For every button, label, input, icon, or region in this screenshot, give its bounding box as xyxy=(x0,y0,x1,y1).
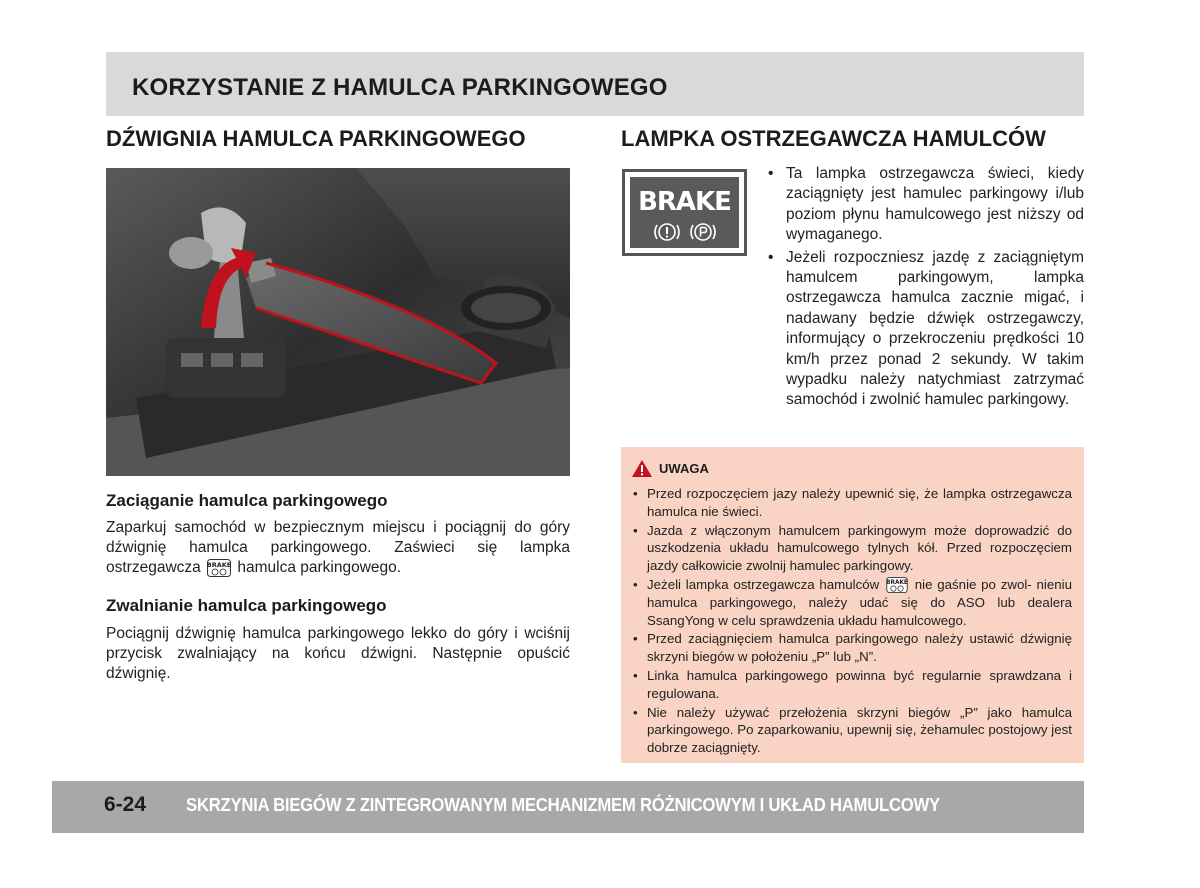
list-item: • Jazda z włączonym hamulcem parkingowym może doprowadzić do uszkodzenia układu hamulcowego tylnych kół. Przed rozpoczęciem jazdy całkowicie zwolnij hamulec parkingowy. xyxy=(631,522,1072,575)
release-text: Pociągnij dźwignię hamulca parkingowego lekko do góry i wciśnij przycisk zwalniający na końcu dźwigni. Następnie opuścić dźwignię. xyxy=(106,625,570,682)
page-title: KORZYSTANIE Z HAMULCA PARKINGOWEGO xyxy=(132,74,668,101)
page-number: 6-24 xyxy=(104,793,147,816)
right-section-title: LAMPKA OSTRZEGAWCZA HAMULCÓW xyxy=(621,126,1046,151)
warning-list xyxy=(631,485,1072,757)
parking-brake-photo xyxy=(106,168,570,476)
list-item: • Jeżeli rozpoczniesz jazdę z zaciągniętym hamulcem parkingowym, lampka ostrzegawcza hamulca zacznie migać, i nadawany będzie dźwięk ostrzegawczy, informujący o przekroczeniu prędkości 10 km/h przez ponad 2 sekundy. W takim wypadku należy natychmiast zatrzymać samochód i zwolnić hamulec parkingowy. xyxy=(764,248,1084,411)
brake-lamp-bullets xyxy=(764,164,1084,413)
warning-item-3-prefix: Jeżeli lampka ostrzegawcza hamulców xyxy=(647,576,880,592)
brake-warning-icon xyxy=(207,559,231,577)
warning-header xyxy=(631,457,1072,479)
list-item: • Ta lampka ostrzegawcza świeci, kiedy zaciągnięty jest hamulec parkingowy i/lub poziom płynu hamulcowego jest niższy od wymaganego. xyxy=(764,164,1084,246)
footer-band xyxy=(52,781,1084,833)
svg-text:BRAKE: BRAKE xyxy=(886,580,908,587)
header-band xyxy=(106,52,1084,116)
left-section-title: DŹWIGNIA HAMULCA PARKINGOWEGO xyxy=(106,126,526,151)
brake-lamp-illustration xyxy=(622,169,747,256)
list-item: • Nie należy używać przełożenia skrzyni biegów „P” jako hamulca parkingowego. Po zaparkowaniu, upewnij się, żehamulec postojowy jest dobrze zaciągnięty. xyxy=(631,704,1072,757)
apply-text xyxy=(106,518,570,578)
list-item: • Przed rozpoczęciem jazy należy upewnić się, że lampka ostrzegawcza hamulca nie świeci. xyxy=(631,485,1072,521)
apply-text-part1: Zaparkuj samochód w bezpiecznym miejscu i pociągnij do góry dźwignię hamulca parkingowego. Zaświeci się lampka ostrzegawcza xyxy=(106,519,570,576)
warning-triangle-icon xyxy=(631,459,653,478)
apply-heading: Zaciąganie hamulca parkingowego xyxy=(106,491,388,510)
list-item: • Przed zaciągnięciem hamulca parkingowego należy ustawić dźwignię skrzyni biegów w położeniu „P” lub „N”. xyxy=(631,630,1072,666)
apply-text-part2: hamulca parkingowego. xyxy=(237,559,402,576)
brake-warning-icon xyxy=(886,577,908,593)
list-item: • Linka hamulca parkingowego powinna być regularnie sprawdzana i regulowana. xyxy=(631,667,1072,703)
list-item xyxy=(631,576,1072,629)
release-heading: Zwalnianie hamulca parkingowego xyxy=(106,596,387,615)
warning-box xyxy=(621,447,1084,763)
warning-item-3-rest: nieniu hamulca parkingowego, należy udać się do ASO lub dealera SsangYong w celu sprawdzenia układu hamulcowego. xyxy=(647,576,1072,628)
warning-label: UWAGA xyxy=(659,460,709,476)
svg-text:BRAKE: BRAKE xyxy=(207,560,232,569)
warning-item-3-suffix: nie gaśnie po zwol- xyxy=(914,576,1032,592)
brake-lamp-word: BRAKE xyxy=(638,187,731,217)
chapter-title: SKRZYNIA BIEGÓW Z ZINTEGROWANYM MECHANIZMEM RÓŻNICOWYM I UKŁAD HAMULCOWY xyxy=(186,795,940,815)
brake-lamp-face xyxy=(630,177,739,248)
brake-symbols-icon xyxy=(630,221,739,248)
